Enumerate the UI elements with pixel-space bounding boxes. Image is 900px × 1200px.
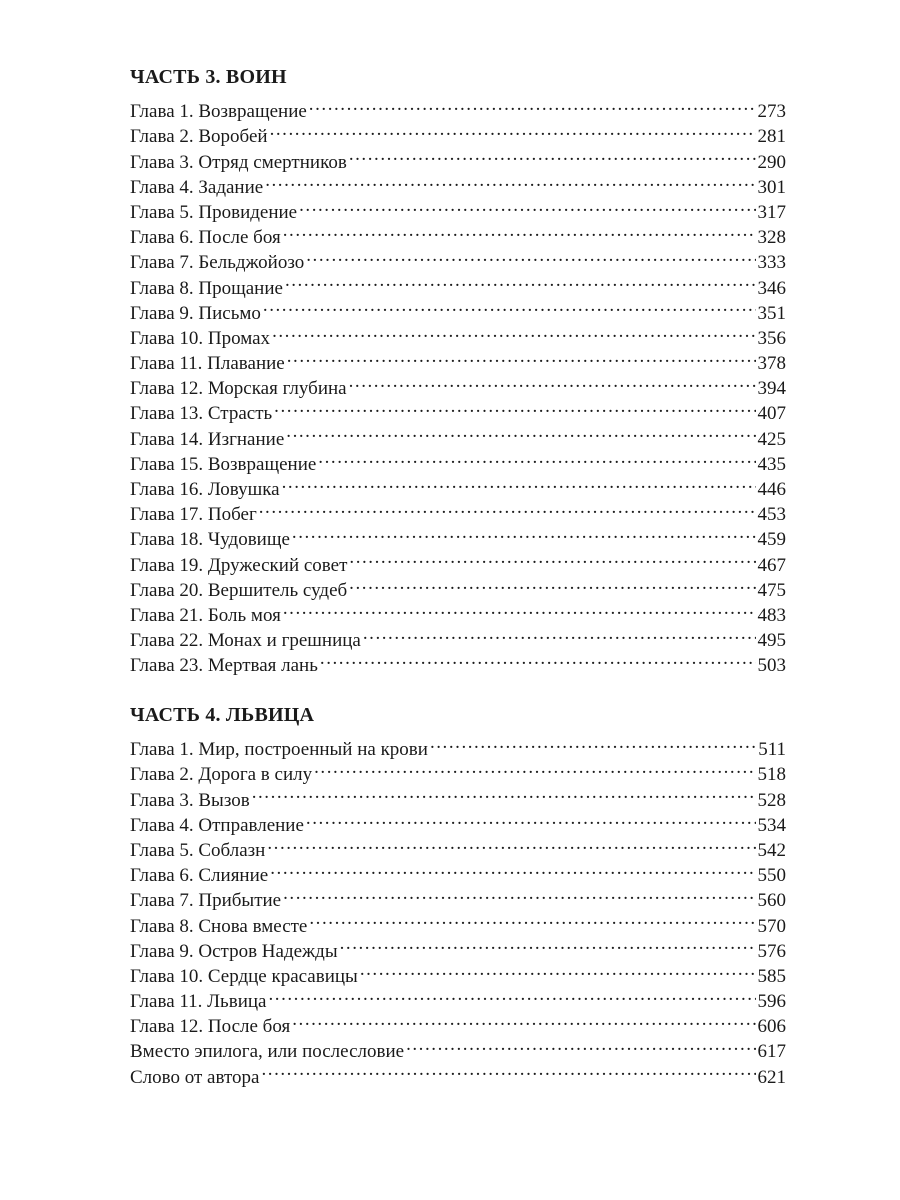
dot-leader bbox=[274, 394, 755, 419]
chapter-title: Глава 7. Прибытие bbox=[130, 890, 282, 912]
chapter-title: Глава 23. Мертвая лань bbox=[130, 655, 318, 677]
page-number: 528 bbox=[757, 789, 786, 811]
dot-leader bbox=[270, 117, 756, 142]
chapter-title: Глава 4. Отправление bbox=[130, 814, 304, 836]
dot-leader bbox=[282, 470, 756, 495]
dot-leader bbox=[309, 906, 755, 931]
chapter-title: Глава 1. Мир, построенный на крови bbox=[130, 739, 428, 761]
chapter-title: Вместо эпилога, или послесловие bbox=[130, 1041, 405, 1063]
page-number: 407 bbox=[757, 403, 786, 425]
dot-leader bbox=[252, 780, 756, 805]
page-number: 453 bbox=[757, 504, 786, 526]
page-number: 503 bbox=[757, 655, 786, 677]
part-4-section bbox=[130, 700, 786, 1088]
dot-leader bbox=[430, 730, 756, 755]
page-number: 356 bbox=[757, 327, 786, 349]
chapter-title: Глава 8. Прощание bbox=[130, 277, 283, 299]
chapter-title: Глава 7. Бельджойозо bbox=[130, 252, 305, 274]
page-number: 518 bbox=[757, 764, 786, 786]
chapter-title: Глава 11. Львица bbox=[130, 991, 267, 1013]
dot-leader bbox=[320, 646, 756, 671]
chapter-title: Глава 9. Остров Надежды bbox=[130, 940, 338, 962]
dot-leader bbox=[265, 168, 755, 193]
page-number: 483 bbox=[757, 604, 786, 626]
chapter-title: Глава 11. Плавание bbox=[130, 353, 285, 375]
dot-leader bbox=[259, 495, 756, 520]
page-number: 301 bbox=[757, 176, 786, 198]
chapter-title: Глава 6. После боя bbox=[130, 227, 281, 249]
page-number: 290 bbox=[757, 151, 786, 173]
toc-entry bbox=[130, 92, 786, 123]
dot-leader bbox=[349, 369, 756, 394]
dot-leader bbox=[263, 294, 756, 319]
page-number: 351 bbox=[757, 302, 786, 324]
page-number: 273 bbox=[757, 101, 786, 123]
dot-leader bbox=[314, 755, 755, 780]
chapter-title: Глава 13. Страсть bbox=[130, 403, 273, 425]
dot-leader bbox=[261, 1057, 755, 1082]
dot-leader bbox=[285, 268, 756, 293]
page-number: 495 bbox=[757, 630, 786, 652]
page-number: 511 bbox=[758, 739, 786, 761]
chapter-title: Глава 9. Письмо bbox=[130, 302, 261, 324]
page-number: 317 bbox=[757, 201, 786, 223]
chapter-title: Глава 21. Боль моя bbox=[130, 604, 281, 626]
chapter-title: Глава 3. Отряд смертников bbox=[130, 151, 347, 173]
chapter-title: Глава 20. Вершитель судеб bbox=[130, 579, 348, 601]
dot-leader bbox=[309, 92, 756, 117]
dot-leader bbox=[283, 218, 756, 243]
part-3-section bbox=[130, 62, 786, 677]
chapter-title: Глава 12. После боя bbox=[130, 1016, 291, 1038]
dot-leader bbox=[283, 596, 756, 621]
dot-leader bbox=[286, 419, 755, 444]
dot-leader bbox=[292, 520, 756, 545]
page-number: 621 bbox=[757, 1066, 786, 1088]
chapter-title: Глава 3. Вызов bbox=[130, 789, 250, 811]
dot-leader bbox=[349, 571, 755, 596]
page-number: 425 bbox=[757, 428, 786, 450]
chapter-title: Глава 8. Снова вместе bbox=[130, 915, 308, 937]
dot-leader bbox=[283, 881, 755, 906]
page-number: 560 bbox=[757, 890, 786, 912]
part-title: ЧАСТЬ 3. ВОИН bbox=[130, 66, 287, 88]
page-number: 467 bbox=[757, 554, 786, 576]
page-number: 475 bbox=[757, 579, 786, 601]
chapter-title: Глава 6. Слияние bbox=[130, 865, 269, 887]
dot-leader bbox=[318, 445, 755, 470]
dot-leader bbox=[267, 831, 755, 856]
page-number: 459 bbox=[757, 529, 786, 551]
dot-leader bbox=[272, 319, 755, 344]
page-number: 333 bbox=[757, 252, 786, 274]
page-number: 550 bbox=[757, 865, 786, 887]
dot-leader bbox=[306, 243, 755, 268]
chapter-title: Глава 16. Ловушка bbox=[130, 479, 280, 500]
chapter-title: Глава 14. Изгнание bbox=[130, 428, 285, 450]
dot-leader bbox=[406, 1032, 755, 1057]
toc-entry bbox=[130, 730, 786, 761]
page-number: 617 bbox=[757, 1041, 786, 1063]
page-number: 394 bbox=[757, 378, 786, 400]
chapter-title: Глава 15. Возвращение bbox=[130, 453, 317, 475]
page-number: 446 bbox=[757, 479, 786, 500]
chapter-title: Слово от автора bbox=[130, 1066, 260, 1088]
dot-leader bbox=[306, 806, 756, 831]
dot-leader bbox=[349, 545, 755, 570]
chapter-title: Глава 19. Дружеский совет bbox=[130, 554, 348, 576]
chapter-title: Глава 17. Побег bbox=[130, 504, 257, 526]
dot-leader bbox=[270, 856, 755, 881]
chapter-title: Глава 4. Задание bbox=[130, 176, 264, 198]
dot-leader bbox=[268, 982, 755, 1007]
dot-leader bbox=[360, 957, 756, 982]
page-number: 378 bbox=[757, 353, 786, 375]
toc-list bbox=[130, 730, 786, 1088]
toc-list bbox=[130, 92, 786, 677]
chapter-title: Глава 18. Чудовище bbox=[130, 529, 290, 551]
page-number: 576 bbox=[757, 940, 786, 962]
dot-leader bbox=[340, 932, 756, 957]
page-number: 328 bbox=[757, 227, 786, 249]
chapter-title: Глава 10. Сердце красавицы bbox=[130, 965, 358, 987]
page-number: 346 bbox=[757, 277, 786, 299]
page-number: 596 bbox=[757, 991, 786, 1013]
page-number: 585 bbox=[757, 965, 786, 987]
dot-leader bbox=[287, 344, 756, 369]
chapter-title: Глава 5. Провидение bbox=[130, 201, 298, 223]
page-number: 534 bbox=[757, 814, 786, 836]
chapter-title: Глава 2. Дорога в силу bbox=[130, 764, 313, 786]
dot-leader bbox=[292, 1007, 755, 1032]
chapter-title: Глава 5. Соблазн bbox=[130, 839, 266, 861]
dot-leader bbox=[363, 621, 756, 646]
page-number: 542 bbox=[757, 839, 786, 861]
page-number: 570 bbox=[757, 915, 786, 937]
page-number: 606 bbox=[757, 1016, 786, 1038]
chapter-title: Глава 10. Промах bbox=[130, 327, 271, 349]
page-number: 435 bbox=[757, 453, 786, 475]
dot-leader bbox=[349, 142, 756, 167]
part-title: ЧАСТЬ 4. ЛЬВИЦА bbox=[130, 704, 315, 726]
dot-leader bbox=[299, 193, 755, 218]
page-number: 281 bbox=[757, 126, 786, 148]
chapter-title: Глава 2. Воробей bbox=[130, 126, 268, 148]
chapter-title: Глава 12. Морская глубина bbox=[130, 378, 347, 400]
chapter-title: Глава 22. Монах и грешница bbox=[130, 630, 361, 652]
chapter-title: Глава 1. Возвращение bbox=[130, 101, 307, 123]
